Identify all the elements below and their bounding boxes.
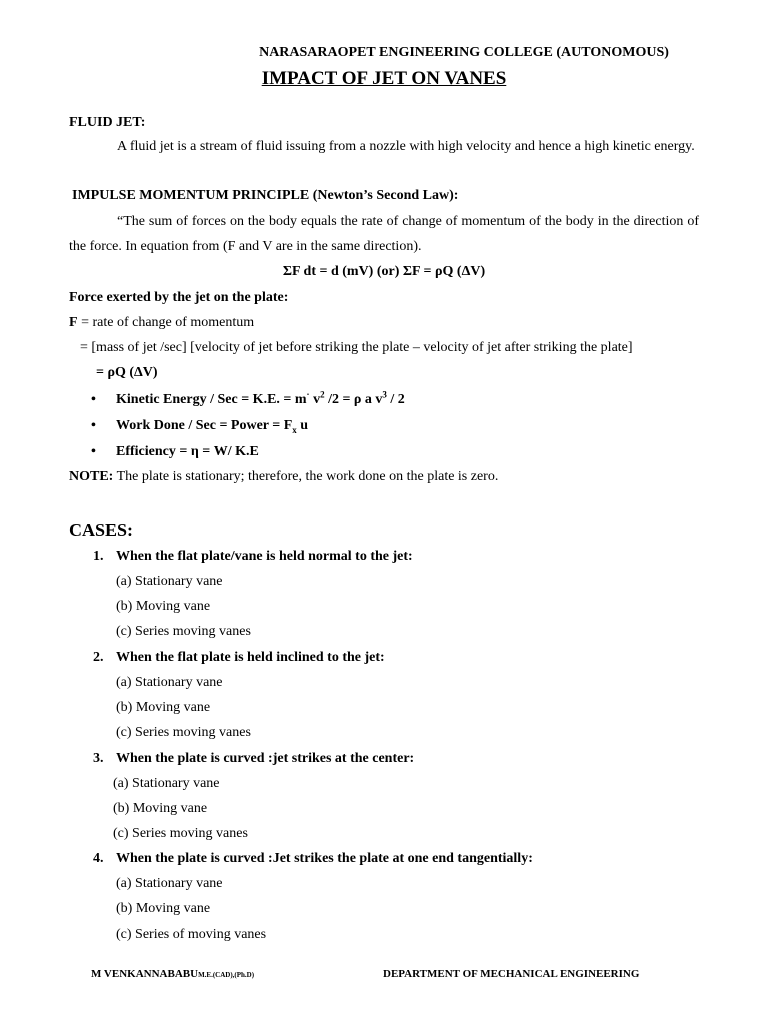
force-definition (69, 314, 254, 332)
force-mass-velocity: = [mass of jet /sec] [velocity of jet before striking the plate – velocity of jet after striking the plate] (80, 340, 633, 355)
case-number: 1. (93, 549, 104, 564)
case-item: (a) Stationary vane (116, 574, 223, 589)
cases-heading: CASES: (69, 520, 134, 540)
kinetic-energy-formula: Kinetic Energy / Sec = K.E. = m· $v^2$ /2 = ρ a $v^3 / 2$ (116, 389, 405, 407)
author-name: M VENKANNABABU (91, 968, 199, 980)
impulse-heading: IMPULSE MOMENTUM PRINCIPLE (Newton’s Second Law): (72, 188, 459, 203)
case-item: (b) Moving vane (116, 599, 211, 614)
author-qualification: M.E.(CAD),(Ph.D) (198, 971, 255, 979)
bullet-icon: • (91, 418, 96, 433)
force-symbol: F (69, 315, 78, 330)
case-item: (a) Stationary vane (116, 876, 223, 891)
force-heading: Force exerted by the jet on the plate: (69, 290, 289, 305)
case-item: (c) Series moving vanes (113, 826, 248, 841)
note (69, 468, 498, 486)
case-number: 2. (93, 650, 104, 665)
fluid-jet-heading: FLUID JET: (69, 115, 146, 130)
efficiency-formula: Efficiency = η = W/ K.E (116, 444, 259, 459)
case-item: (c) Series of moving vanes (116, 927, 267, 942)
footer-author (91, 965, 254, 984)
fluid-jet-paragraph: A fluid jet is a stream of fluid issuing from a nozzle with high velocity and hence a high kinetic energy. (117, 139, 695, 154)
force-definition-text: = rate of change of momentum (77, 315, 255, 330)
case-item: (c) Series moving vanes (116, 725, 251, 740)
case-title: When the plate is curved :Jet strikes the plate at one end tangentially: (116, 851, 533, 866)
impulse-paragraph: “The sum of forces on the body equals the rate of change of momentum of the body in the direction of the force. In equation from (F and V are in the same direction). (69, 214, 699, 254)
note-text: The plate is stationary; therefore, the work done on the plate is zero. (113, 469, 499, 484)
force-equation: = ρQ (ΔV) (96, 365, 158, 380)
footer-department: DEPARTMENT OF MECHANICAL ENGINEERING (383, 968, 640, 980)
college-name: NARASARAOPET ENGINEERING COLLEGE (AUTONOMOUS) (259, 45, 669, 60)
case-title: When the plate is curved :jet strikes at the center: (116, 751, 415, 766)
case-item: (a) Stationary vane (113, 776, 220, 791)
page-title: IMPACT OF JET ON VANES (261, 68, 507, 89)
case-item: (b) Moving vane (116, 901, 211, 916)
case-item: (c) Series moving vanes (116, 624, 251, 639)
impulse-equation: ΣF dt = d (mV) (or) ΣF = ρQ (ΔV) (282, 264, 486, 279)
case-number: 4. (93, 851, 104, 866)
case-number: 3. (93, 751, 104, 766)
case-title: When the flat plate/vane is held normal to the jet: (116, 549, 413, 564)
case-title: When the flat plate is held inclined to the jet: (116, 650, 385, 665)
work-done-formula: Work Done / Sec = Power = $F_x$ u (116, 418, 309, 435)
bullet-icon: • (91, 444, 96, 459)
case-item: (b) Moving vane (116, 700, 211, 715)
case-item: (a) Stationary vane (116, 675, 223, 690)
bullet-icon: • (91, 392, 96, 407)
case-item: (b) Moving vane (113, 801, 208, 816)
note-label: NOTE: (69, 469, 114, 484)
